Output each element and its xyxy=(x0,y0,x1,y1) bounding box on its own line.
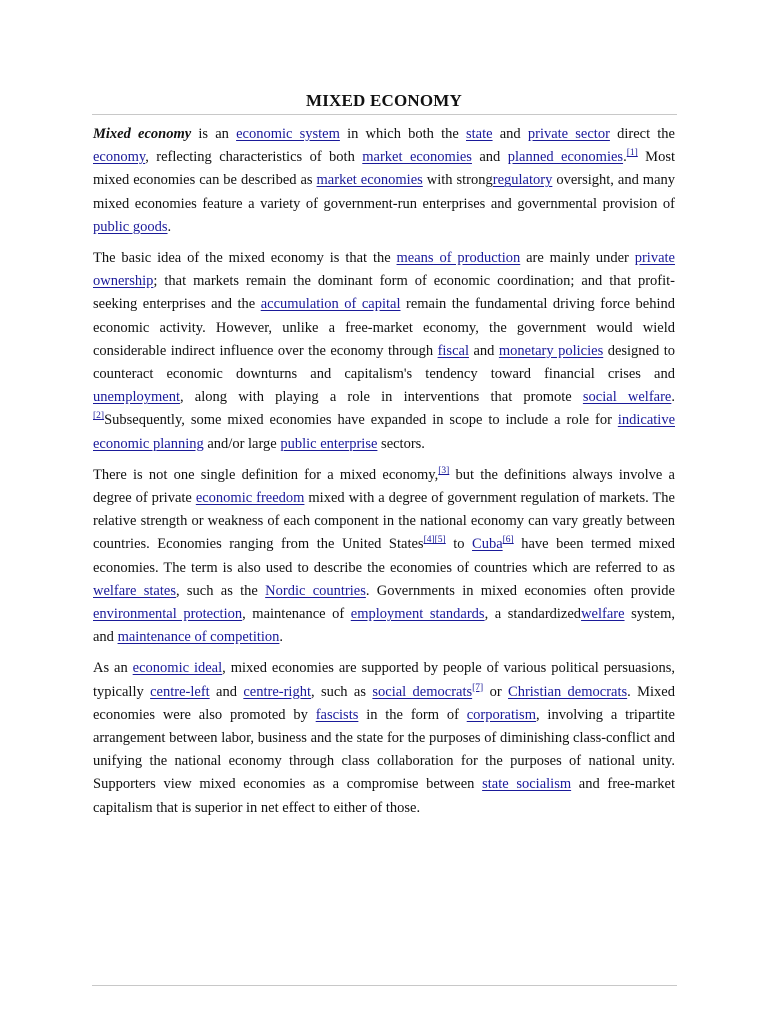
body-text: direct the xyxy=(609,126,675,142)
paragraph-3 xyxy=(93,464,675,650)
wiki-link[interactable]: economic freedom xyxy=(195,490,305,507)
body-text: are mainly under xyxy=(520,250,635,267)
body-text: , involving a tripartite arrangement between labor, business and the state for the purposes of diminishing class-conflict and unifying the national economy through class collaboration for the purposes of national unity. Supporters view mixed economies as a compromise between xyxy=(93,706,675,793)
wiki-link[interactable]: regulatory xyxy=(492,172,553,189)
wiki-link[interactable]: public enterprise xyxy=(280,435,378,452)
wiki-link[interactable]: economy xyxy=(93,149,146,166)
body-text: have been termed mixed economies. The term is also used to describe the economies of countries which are referred to as xyxy=(93,536,676,576)
body-text: remain the fundamental driving force behind economic activity. However, unlike a free-market economy, the government would wield considerable indirect influence over the economy through xyxy=(93,296,675,359)
wiki-link[interactable]: unemployment xyxy=(93,389,180,406)
body-text: As an xyxy=(93,660,133,677)
body-text: in which both the xyxy=(339,126,466,142)
wiki-link[interactable]: Cuba xyxy=(472,536,503,553)
body-text: is an xyxy=(191,126,237,142)
wiki-link[interactable]: welfare xyxy=(581,606,625,623)
body-text: and xyxy=(471,149,508,166)
body-text: and/or large xyxy=(203,435,281,452)
page-title: MIXED ECONOMY xyxy=(305,91,463,110)
body-text: , a standardized xyxy=(484,606,582,623)
citation-link[interactable]: [3] xyxy=(438,465,450,476)
body-text: and free-market capitalism that is superior in net effect to either of those. xyxy=(93,776,676,816)
wiki-link[interactable]: social democrats xyxy=(372,683,473,700)
body-text: with strong xyxy=(422,172,493,189)
body-text: . Governments in mixed economies often provide xyxy=(365,582,675,599)
footer-divider xyxy=(92,985,677,986)
body-text: . xyxy=(671,389,675,406)
wiki-link[interactable]: monetary policies xyxy=(498,342,604,359)
wiki-link[interactable]: centre-right xyxy=(243,683,311,700)
body-text: in the form of xyxy=(358,706,467,723)
body-text: . xyxy=(167,218,172,235)
body-text: Most mixed economies can be described as xyxy=(93,149,675,189)
wiki-link[interactable]: planned economies xyxy=(507,149,624,166)
wiki-link[interactable]: centre-left xyxy=(150,683,210,700)
wiki-link[interactable]: economic system xyxy=(236,126,340,142)
citation-link[interactable]: [6] xyxy=(502,535,514,546)
wiki-link[interactable]: public goods xyxy=(93,218,168,235)
body-text: . xyxy=(279,629,284,646)
wiki-link[interactable]: Nordic countries xyxy=(265,582,366,599)
article-body xyxy=(93,123,675,828)
wiki-link[interactable]: accumulation of capital xyxy=(260,296,401,313)
wiki-link[interactable]: social welfare xyxy=(582,389,672,406)
body-text: Subsequently, some mixed economies have expanded in scope to include a role for xyxy=(104,412,618,429)
body-text: The basic idea of the mixed economy is that the xyxy=(93,250,397,267)
wiki-link[interactable]: means of production xyxy=(396,250,521,267)
body-text: designed to counteract economic downturns and capitalism's tendency toward financial crises and xyxy=(93,342,675,383)
wiki-link[interactable]: indicative economic planning xyxy=(93,412,675,452)
body-text: system, and xyxy=(93,606,675,646)
wiki-link[interactable]: Christian democrats xyxy=(508,683,628,700)
wiki-link[interactable]: economic ideal xyxy=(132,660,223,677)
body-text: . Mixed economies were also promoted by xyxy=(93,683,675,723)
paragraph-4 xyxy=(93,657,675,819)
wiki-link[interactable]: environmental protection xyxy=(93,606,243,623)
wiki-link[interactable]: state xyxy=(465,126,493,142)
wiki-link[interactable]: market economies xyxy=(362,149,472,166)
body-text: ; that markets remain the dominant form of economic coordination; and that profit-seeking enterprises and the xyxy=(93,273,675,313)
body-text: There is not one single definition for a mixed economy, xyxy=(93,466,439,483)
body-text: sectors. xyxy=(377,435,425,452)
wiki-link[interactable]: welfare states xyxy=(93,582,176,599)
body-text: or xyxy=(483,683,509,700)
body-text: . xyxy=(623,149,627,166)
wiki-link[interactable]: private ownership xyxy=(93,250,675,290)
defined-term: Mixed economy xyxy=(93,126,192,142)
body-text: , reflecting characteristics of both xyxy=(145,149,363,166)
title-divider xyxy=(92,114,677,115)
citation-link[interactable]: [7] xyxy=(472,682,484,693)
body-text: oversight, and many mixed economies feature a variety of government-run enterprises and governmental provision of xyxy=(93,172,676,212)
body-text: , such as xyxy=(310,683,373,700)
citation-link[interactable]: [1] xyxy=(626,148,638,159)
body-text: but the definitions always involve a degree of private xyxy=(93,466,675,507)
wiki-link[interactable]: fiscal xyxy=(437,342,469,359)
body-text: , maintenance of xyxy=(242,606,351,623)
paragraph-2 xyxy=(93,247,675,456)
wiki-link[interactable]: corporatism xyxy=(466,706,536,723)
wiki-link[interactable]: private sector xyxy=(527,126,610,142)
paragraph-1 xyxy=(93,123,675,239)
wiki-link[interactable]: market economies xyxy=(316,172,423,189)
wiki-link[interactable]: fascists xyxy=(315,706,359,723)
body-text: , along with playing a role in interventions that promote xyxy=(180,389,583,406)
citation-link[interactable]: [4][5] xyxy=(423,535,446,546)
wiki-link[interactable]: state socialism xyxy=(482,776,572,793)
body-text: and xyxy=(468,342,499,359)
body-text: , such as the xyxy=(175,582,266,599)
body-text: to xyxy=(445,536,473,553)
body-text: and xyxy=(492,126,528,142)
body-text: , mixed economies are supported by people of various political persuasions, typically xyxy=(93,660,675,700)
wiki-link[interactable]: maintenance of competition xyxy=(117,629,280,646)
wiki-link[interactable]: employment standards xyxy=(350,606,485,623)
body-text: mixed with a degree of government regulation of markets. The relative strength or weakness of each component in the national economy can vary greatly between countries. Economies ranging from the United States xyxy=(93,490,675,553)
body-text: and xyxy=(209,683,244,700)
citation-link[interactable]: [2] xyxy=(93,411,105,422)
